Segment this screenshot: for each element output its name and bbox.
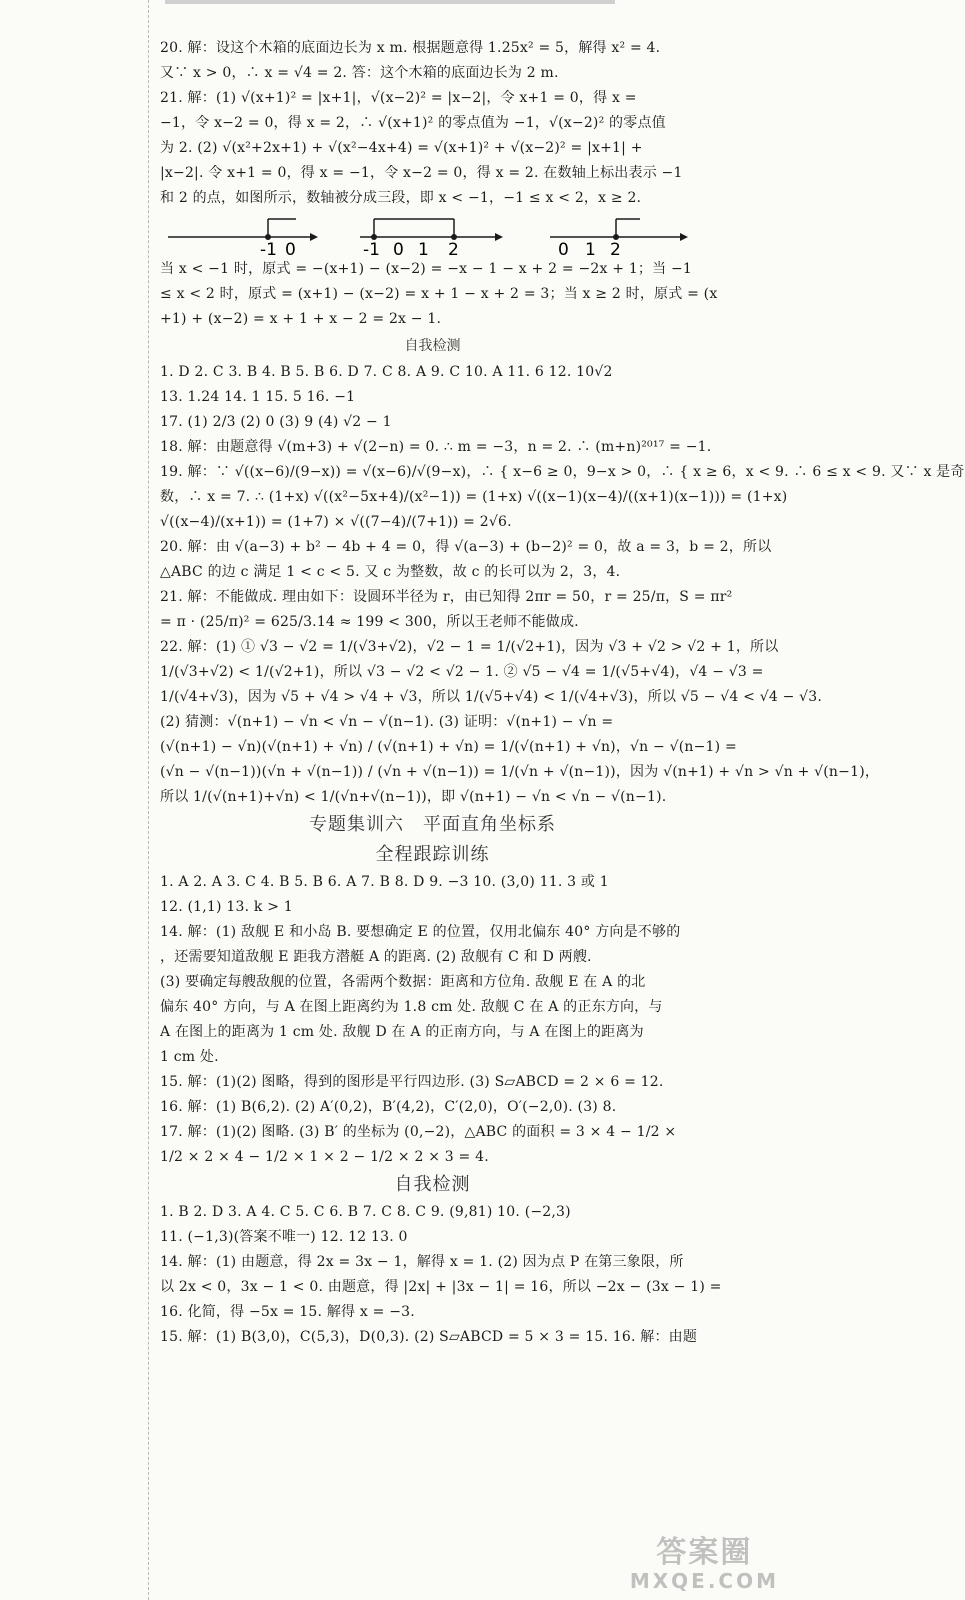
text-line: 1. A 2. A 3. C 4. B 5. B 6. A 7. B 8. D 9. −3 10. (3,0) 11. 3 或 1 [160,874,609,890]
top-scan-edge [165,0,615,4]
text-line: 18. 解：由题意得 √(m+3) + √(2−n) = 0. ∴ m = −3，n = 2. ∴ (m+n)²⁰¹⁷ = −1. [160,439,712,455]
arrow-icon [495,233,503,241]
text-line: 1/(√4+√3)，因为 √5 + √4 > √4 + √3，所以 1/(√5+√4) < 1/(√4+√3)，所以 √5 − √4 < √4 − √3. [160,689,823,705]
section-heading: 自我检测 [404,338,461,354]
text-line: 又∵ x > 0，∴ x = √4 = 2. 答：这个木箱的底面边长为 2 m. [160,65,559,81]
tick-label: -1 [260,240,277,260]
number-line-1 [168,219,318,260]
text-line: 16. 解：(1) B(6,2). (2) A′(0,2)，B′(4,2)，C′(2,0)，O′(−2,0). (3) 8. [160,1099,617,1115]
text-line: 20. 解：由 √(a−3) + b² − 4b + 4 = 0，得 √(a−3) + (b−2)² = 0，故 a = 3，b = 2，所以 [160,539,772,555]
text-line: A 在图上的距离为 1 cm 处. 敌舰 D 在 A 的正南方向，与 A 在图上的距离为 [160,1024,644,1040]
text-line: (3) 要确定每艘敌舰的位置，各需两个数据：距离和方位角. 敌舰 E 在 A 的北 [160,974,646,990]
number-line-3 [550,219,688,260]
text-line: |x−2|. 令 x+1 = 0，得 x = −1，令 x−2 = 0，得 x = 2. 在数轴上标出表示 −1 [160,165,683,181]
text-line: 偏东 40° 方向，与 A 在图上距离约为 1.8 cm 处. 敌舰 C 在 A 的正东方向，与 [160,999,663,1015]
tick-label: 2 [610,240,621,260]
watermark-en: MXQE.COM [629,1569,779,1593]
text-line: 1/2 × 2 × 4 − 1/2 × 1 × 2 − 1/2 × 2 × 3 = 4. [160,1149,489,1165]
text-line: 1. D 2. C 3. B 4. B 5. B 6. D 7. C 8. A 9. C 10. A 11. 6 12. 10√2 [160,364,613,380]
number-line-svg [160,211,705,260]
arrow-icon [310,233,318,241]
text-line: √((x−4)/(x+1)) = (1+7) × √((7−4)/(7+1)) = 2√6. [160,514,512,530]
text-line: 数，∴ x = 7. ∴ (1+x) √((x²−5x+4)/(x²−1)) = (1+x) √((x−1)(x−4)/((x+1)(x−1))) = (1+x) [160,489,788,505]
text-line: ，还需要知道敌舰 E 距我方潜艇 A 的距离. (2) 敌舰有 C 和 D 两艘. [160,949,592,965]
text-line: 17. 解：(1)(2) 图略. (3) B′ 的坐标为 (0,−2)，△ABC 的面积 = 3 × 4 − 1/2 × [160,1124,677,1140]
tick-label: 0 [393,240,404,260]
answer-content [160,36,965,1350]
text-line: 17. (1) 2/3 (2) 0 (3) 9 (4) √2 − 1 [160,414,392,430]
text-line: 13. 1.24 14. 1 15. 5 16. −1 [160,389,356,405]
topic-heading: 专题集训六 平面直角坐标系 [309,814,556,835]
tick-label: 1 [418,240,429,260]
block-after-figure [160,257,718,332]
block-bottom [160,1200,722,1350]
text-line: +1) + (x−2) = x + 1 + x − 2 = 2x − 1. [160,311,442,327]
text-line: 15. 解：(1)(2) 图略，得到的图形是平行四边形. (3) S▱ABCD = 2 × 6 = 12. [160,1074,664,1090]
number-line-figures [160,211,705,260]
text-line: 22. 解：(1) ① √3 − √2 = 1/(√3+√2)，√2 − 1 = 1/(√2+1)，因为 √3 + √2 > √2 + 1，所以 [160,639,779,655]
text-line: 所以 1/(√(n+1)+√n) < 1/(√n+√(n−1))，即 √(n+1) − √n < √n − √(n−1). [160,789,667,805]
block-mid [160,360,965,810]
text-line: = π · (25/π)² = 625/3.14 ≈ 199 < 300，所以王老师不能做成. [160,614,579,630]
text-line: −1，令 x−2 = 0，得 x = 2，∴ √(x+1)² 的零点值为 −1，√(x−2)² 的零点值 [160,115,666,131]
text-line: △ABC 的边 c 满足 1 < c < 5. 又 c 为整数，故 c 的长可以为 2，3，4. [160,564,621,580]
text-line: 1 cm 处. [160,1049,219,1065]
block-lower [160,870,705,1170]
text-line: 12. (1,1) 13. k > 1 [160,899,293,915]
text-line: 11. (−1,3)(答案不唯一) 12. 12 13. 0 [160,1229,408,1245]
tick-label: 1 [585,240,596,260]
site-watermark [630,1536,779,1592]
tick-label: -1 [363,240,380,260]
tick-label: 0 [285,240,296,260]
text-line: 21. 解：(1) √(x+1)² = |x+1|，√(x−2)² = |x−2|，令 x+1 = 0，得 x = [160,90,637,106]
text-line: (2) 猜测：√(n+1) − √n < √n − √(n−1). (3) 证明：√(n+1) − √n = [160,714,614,730]
text-line: 21. 解：不能做成. 理由如下：设圆环半径为 r，由已知得 2πr = 50，r = 25/π，S = πr² [160,589,733,605]
tick-label: 0 [558,240,569,260]
text-line: 14. 解：(1) 敌舰 E 和小岛 B. 要想确定 E 的位置，仅用北偏东 40° 方向是不够的 [160,924,681,940]
text-line: 以 2x < 0，3x − 1 < 0. 由题意，得 |2x| + |3x − 1| = 16，所以 −2x − (3x − 1) = [160,1279,722,1295]
text-line: (√(n+1) − √n)(√(n+1) + √n) / (√(n+1) + √n) = 1/(√(n+1) + √n)，√n − √(n−1) = [160,739,737,755]
text-line: 当 x < −1 时，原式 = −(x+1) − (x−2) = −x − 1 − x + 2 = −2x + 1；当 −1 [160,261,693,277]
number-line-2 [360,219,503,260]
tick-label: 2 [448,240,459,260]
arrow-icon [680,233,688,241]
text-line: 和 2 的点，如图所示，数轴被分成三段，即 x < −1，−1 ≤ x < 2，x ≥ 2. [160,190,642,206]
text-line: 14. 解：(1) 由题意，得 2x = 3x − 1，解得 x = 1. (2) 因为点 P 在第三象限，所 [160,1254,684,1270]
text-line: (√n − √(n−1))(√n + √(n−1)) / (√n + √(n−1)) = 1/(√n + √(n−1))，因为 √(n+1) + √n > √n + √(n−1)， [160,764,880,780]
text-line: 1/(√3+√2) < 1/(√2+1)，所以 √3 − √2 < √2 − 1. ② √5 − √4 = 1/(√5+√4)，√4 − √3 = [160,664,764,680]
watermark-cn: 答案圈 [656,1535,753,1570]
text-line: 15. 解：(1) B(3,0)，C(5,3)，D(0,3). (2) S▱ABCD = 5 × 3 = 15. 16. 解：由题 [160,1329,698,1345]
block-top [160,36,705,211]
binding-dashed-line [148,0,150,1600]
subtopic-heading: 全程跟踪训练 [375,844,490,865]
text-line: 为 2. (2) √(x²+2x+1) + √(x²−4x+4) = √(x+1)² + √(x−2)² = |x+1| + [160,140,643,156]
text-line: 19. 解：∵ √((x−6)/(9−x)) = √(x−6)/√(9−x)，∴ { x−6 ≥ 0，9−x > 0，∴ { x ≥ 6，x < 9. ∴ 6 ≤ x < 9. 又∵ x 是奇 [160,464,965,480]
text-line: 16. 化简，得 −5x = 15. 解得 x = −3. [160,1304,415,1320]
text-line: 20. 解：设这个木箱的底面边长为 x m. 根据题意得 1.25x² = 5，解得 x² = 4. [160,40,661,56]
text-line: ≤ x < 2 时，原式 = (x+1) − (x−2) = x + 1 − x + 2 = 3；当 x ≥ 2 时，原式 = (x [160,286,718,302]
section-heading: 自我检测 [394,1174,471,1195]
text-line: 1. B 2. D 3. A 4. C 5. C 6. B 7. C 8. C 9. (9,81) 10. (−2,3) [160,1204,571,1220]
